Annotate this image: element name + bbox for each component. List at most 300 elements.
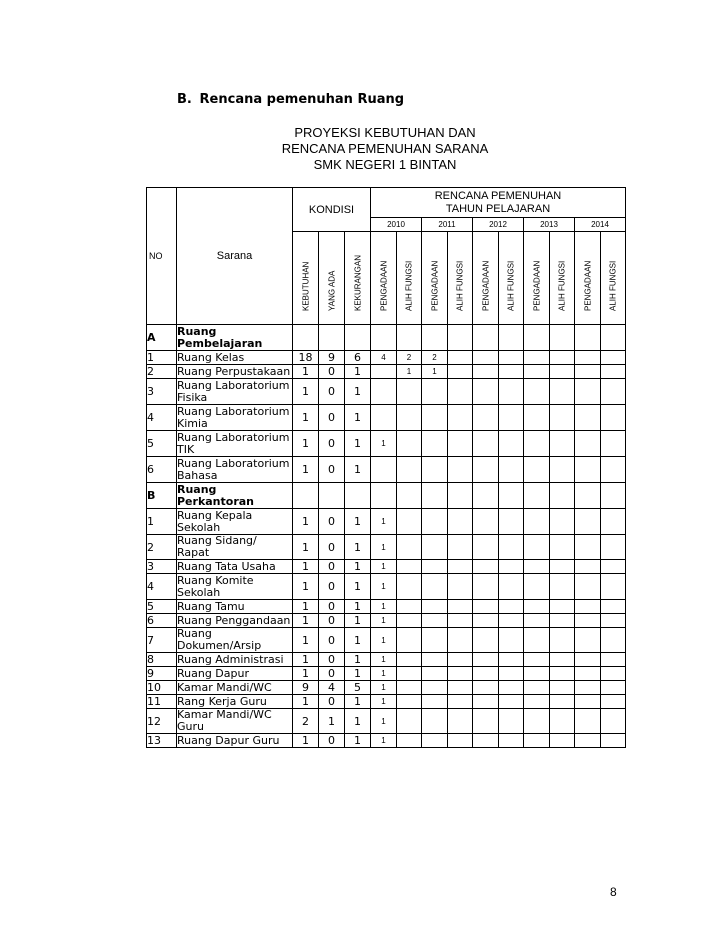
table-row bbox=[147, 535, 626, 560]
kebutuhan-cell: 1 bbox=[293, 600, 319, 614]
header-rencana-line: TAHUN PELAJARAN bbox=[445, 202, 551, 215]
plan-cell bbox=[499, 614, 524, 628]
plan-cell bbox=[524, 325, 550, 351]
kebutuhan-cell: 1 bbox=[293, 509, 319, 535]
plan-cell bbox=[550, 509, 575, 535]
kekurangan-cell: 1 bbox=[345, 405, 371, 431]
header-vertical-text: ALIH FUNGSI bbox=[404, 260, 414, 311]
plan-cell: 1 bbox=[371, 628, 397, 653]
sarana-name: Rang Kerja Guru bbox=[177, 695, 293, 709]
sarana-name: Ruang Laboratorium Bahasa bbox=[177, 457, 293, 483]
yang-ada-cell: 0 bbox=[319, 509, 345, 535]
plan-cell bbox=[499, 695, 524, 709]
plan-cell: 1 bbox=[371, 535, 397, 560]
header-vertical-label bbox=[319, 232, 345, 325]
plan-cell bbox=[448, 535, 473, 560]
plan-cell bbox=[601, 560, 626, 574]
plan-cell bbox=[473, 614, 499, 628]
plan-cell bbox=[422, 653, 448, 667]
yang-ada-cell: 0 bbox=[319, 628, 345, 653]
yang-ada-cell: 0 bbox=[319, 653, 345, 667]
kebutuhan-cell: 1 bbox=[293, 695, 319, 709]
kebutuhan-cell bbox=[293, 483, 319, 509]
plan-cell bbox=[473, 351, 499, 365]
kebutuhan-cell: 1 bbox=[293, 431, 319, 457]
plan-cell bbox=[550, 600, 575, 614]
plan-cell bbox=[550, 614, 575, 628]
kekurangan-cell: 1 bbox=[345, 560, 371, 574]
row-number: 10 bbox=[147, 681, 177, 695]
sarana-name: Ruang Laboratorium Kimia bbox=[177, 405, 293, 431]
plan-cell bbox=[524, 431, 550, 457]
plan-cell bbox=[550, 734, 575, 748]
plan-cell bbox=[575, 509, 601, 535]
plan-cell bbox=[499, 483, 524, 509]
plan-cell bbox=[473, 653, 499, 667]
row-number: A bbox=[147, 325, 177, 351]
title-line: RENCANA PEMENUHAN SARANA bbox=[281, 141, 489, 156]
plan-cell bbox=[448, 379, 473, 405]
plan-cell bbox=[550, 431, 575, 457]
header-vertical-text: ALIH FUNGSI bbox=[608, 260, 618, 311]
plan-cell bbox=[524, 574, 550, 600]
plan-cell bbox=[601, 667, 626, 681]
plan-cell bbox=[448, 628, 473, 653]
kekurangan-cell: 1 bbox=[345, 667, 371, 681]
sarana-name: Ruang Penggandaan bbox=[177, 614, 293, 628]
plan-cell bbox=[397, 614, 422, 628]
plan-cell bbox=[448, 614, 473, 628]
yang-ada-cell: 0 bbox=[319, 365, 345, 379]
yang-ada-cell: 4 bbox=[319, 681, 345, 695]
yang-ada-cell: 0 bbox=[319, 457, 345, 483]
plan-cell bbox=[397, 325, 422, 351]
yang-ada-cell: 0 bbox=[319, 574, 345, 600]
plan-cell: 1 bbox=[371, 600, 397, 614]
header-vertical-label bbox=[524, 232, 550, 325]
plan-cell bbox=[575, 431, 601, 457]
row-number: 7 bbox=[147, 628, 177, 653]
plan-cell bbox=[397, 681, 422, 695]
header-vertical-text: PENGADAAN bbox=[583, 260, 592, 311]
kekurangan-cell: 1 bbox=[345, 734, 371, 748]
plan-cell bbox=[448, 681, 473, 695]
plan-cell bbox=[524, 709, 550, 734]
kekurangan-cell: 1 bbox=[345, 457, 371, 483]
kebutuhan-cell: 2 bbox=[293, 709, 319, 734]
plan-cell bbox=[524, 614, 550, 628]
plan-cell bbox=[473, 574, 499, 600]
plan-cell: 2 bbox=[397, 351, 422, 365]
kekurangan-cell: 1 bbox=[345, 509, 371, 535]
header-vertical-label bbox=[499, 232, 524, 325]
plan-cell bbox=[601, 379, 626, 405]
plan-cell bbox=[371, 365, 397, 379]
kebutuhan-cell: 1 bbox=[293, 365, 319, 379]
plan-cell bbox=[575, 734, 601, 748]
section-row bbox=[147, 483, 626, 509]
header-vertical-text: ALIH FUNGSI bbox=[557, 260, 567, 311]
plan-cell bbox=[499, 325, 524, 351]
plan-cell: 1 bbox=[371, 574, 397, 600]
row-number: 13 bbox=[147, 734, 177, 748]
yang-ada-cell: 9 bbox=[319, 351, 345, 365]
plan-cell bbox=[550, 351, 575, 365]
kebutuhan-cell: 1 bbox=[293, 405, 319, 431]
header-vertical-label bbox=[550, 232, 575, 325]
table-row bbox=[147, 457, 626, 483]
plan-cell bbox=[575, 560, 601, 574]
plan-cell bbox=[422, 628, 448, 653]
plan-cell bbox=[550, 325, 575, 351]
plan-cell bbox=[397, 560, 422, 574]
plan-cell bbox=[397, 509, 422, 535]
kebutuhan-cell: 1 bbox=[293, 667, 319, 681]
table-row bbox=[147, 509, 626, 535]
plan-cell bbox=[575, 365, 601, 379]
table-row bbox=[147, 681, 626, 695]
plan-cell bbox=[499, 365, 524, 379]
yang-ada-cell: 0 bbox=[319, 667, 345, 681]
plan-cell bbox=[499, 667, 524, 681]
kekurangan-cell: 1 bbox=[345, 628, 371, 653]
plan-cell bbox=[448, 457, 473, 483]
sarana-name: Ruang Dapur Guru bbox=[177, 734, 293, 748]
plan-cell bbox=[422, 509, 448, 535]
plan-cell bbox=[601, 509, 626, 535]
plan-cell bbox=[473, 431, 499, 457]
plan-cell bbox=[575, 600, 601, 614]
plan-cell bbox=[371, 379, 397, 405]
plan-cell bbox=[397, 379, 422, 405]
plan-cell bbox=[473, 695, 499, 709]
plan-cell bbox=[397, 535, 422, 560]
plan-cell bbox=[473, 681, 499, 695]
plan-cell bbox=[473, 405, 499, 431]
kekurangan-cell bbox=[345, 483, 371, 509]
kekurangan-cell: 1 bbox=[345, 709, 371, 734]
section-number: B. bbox=[177, 92, 192, 107]
plan-cell bbox=[397, 709, 422, 734]
plan-cell bbox=[371, 325, 397, 351]
sarana-name: Ruang Tata Usaha bbox=[177, 560, 293, 574]
plan-cell bbox=[601, 709, 626, 734]
sarana-name: Ruang Administrasi bbox=[177, 653, 293, 667]
plan-cell bbox=[601, 681, 626, 695]
plan-cell bbox=[601, 351, 626, 365]
plan-cell bbox=[422, 734, 448, 748]
table-row bbox=[147, 379, 626, 405]
header-year: 2012 bbox=[473, 218, 524, 232]
sarana-name: Ruang Laboratorium Fisika bbox=[177, 379, 293, 405]
plan-cell bbox=[499, 509, 524, 535]
plan-cell bbox=[575, 535, 601, 560]
header-vertical-label bbox=[422, 232, 448, 325]
row-number: 11 bbox=[147, 695, 177, 709]
sarana-name: Ruang Kelas bbox=[177, 351, 293, 365]
kebutuhan-cell: 1 bbox=[293, 379, 319, 405]
plan-cell bbox=[448, 734, 473, 748]
row-number: 4 bbox=[147, 574, 177, 600]
sarana-name: Ruang Pembelajaran bbox=[177, 325, 293, 351]
plan-cell bbox=[575, 709, 601, 734]
table-row bbox=[147, 695, 626, 709]
plan-cell: 1 bbox=[371, 667, 397, 681]
plan-cell bbox=[499, 431, 524, 457]
plan-cell bbox=[601, 457, 626, 483]
kebutuhan-cell: 1 bbox=[293, 457, 319, 483]
plan-cell bbox=[473, 709, 499, 734]
plan-cell bbox=[473, 628, 499, 653]
plan-cell bbox=[550, 560, 575, 574]
plan-cell bbox=[448, 325, 473, 351]
table-row bbox=[147, 405, 626, 431]
plan-cell bbox=[473, 734, 499, 748]
yang-ada-cell: 0 bbox=[319, 535, 345, 560]
plan-cell bbox=[550, 405, 575, 431]
section-title: Rencana pemenuhan Ruang bbox=[199, 92, 405, 107]
table-row bbox=[147, 351, 626, 365]
plan-cell bbox=[524, 405, 550, 431]
yang-ada-cell: 0 bbox=[319, 431, 345, 457]
plan-cell bbox=[575, 667, 601, 681]
plan-cell bbox=[524, 365, 550, 379]
plan-cell: 1 bbox=[422, 365, 448, 379]
table-row bbox=[147, 560, 626, 574]
plan-cell bbox=[499, 628, 524, 653]
plan-cell bbox=[575, 351, 601, 365]
plan-cell bbox=[473, 325, 499, 351]
plan-cell bbox=[601, 695, 626, 709]
plan-cell bbox=[575, 695, 601, 709]
yang-ada-cell: 0 bbox=[319, 734, 345, 748]
plan-cell bbox=[575, 653, 601, 667]
plan-cell bbox=[499, 709, 524, 734]
plan-cell bbox=[550, 667, 575, 681]
plan-cell bbox=[499, 379, 524, 405]
kebutuhan-cell: 1 bbox=[293, 628, 319, 653]
plan-cell bbox=[601, 431, 626, 457]
plan-cell bbox=[575, 574, 601, 600]
row-number: 5 bbox=[147, 600, 177, 614]
kekurangan-cell: 1 bbox=[345, 574, 371, 600]
table-row bbox=[147, 600, 626, 614]
plan-cell: 1 bbox=[371, 681, 397, 695]
kebutuhan-cell: 9 bbox=[293, 681, 319, 695]
plan-cell bbox=[397, 734, 422, 748]
plan-cell bbox=[422, 600, 448, 614]
title-line: PROYEKSI KEBUTUHAN DAN bbox=[294, 125, 476, 140]
plan-cell bbox=[422, 709, 448, 734]
kekurangan-cell: 5 bbox=[345, 681, 371, 695]
plan-cell bbox=[473, 509, 499, 535]
header-year: 2014 bbox=[575, 218, 626, 232]
kebutuhan-cell: 1 bbox=[293, 653, 319, 667]
plan-cell bbox=[575, 325, 601, 351]
plan-cell bbox=[422, 325, 448, 351]
kekurangan-cell: 1 bbox=[345, 379, 371, 405]
plan-cell bbox=[473, 560, 499, 574]
plan-cell: 1 bbox=[371, 734, 397, 748]
plan-cell bbox=[397, 483, 422, 509]
yang-ada-cell bbox=[319, 483, 345, 509]
plan-cell bbox=[550, 709, 575, 734]
yang-ada-cell: 0 bbox=[319, 600, 345, 614]
plan-cell bbox=[524, 681, 550, 695]
sarana-name: Ruang Kepala Sekolah bbox=[177, 509, 293, 535]
row-number: 4 bbox=[147, 405, 177, 431]
plan-cell bbox=[499, 600, 524, 614]
plan-cell bbox=[524, 509, 550, 535]
plan-cell: 1 bbox=[371, 614, 397, 628]
header-year: 2010 bbox=[371, 218, 422, 232]
plan-cell bbox=[448, 365, 473, 379]
plan-cell bbox=[524, 351, 550, 365]
plan-cell bbox=[448, 351, 473, 365]
plan-cell bbox=[601, 574, 626, 600]
row-number: 1 bbox=[147, 509, 177, 535]
plan-cell bbox=[422, 379, 448, 405]
header-vertical-text: PENGADAAN bbox=[379, 260, 388, 311]
plan-cell bbox=[524, 457, 550, 483]
plan-cell bbox=[397, 431, 422, 457]
kebutuhan-cell: 1 bbox=[293, 574, 319, 600]
plan-cell bbox=[524, 560, 550, 574]
sarana-name: Ruang Laboratorium TIK bbox=[177, 431, 293, 457]
plan-cell: 1 bbox=[371, 509, 397, 535]
plan-cell bbox=[550, 379, 575, 405]
kebutuhan-cell: 1 bbox=[293, 560, 319, 574]
plan-cell bbox=[601, 483, 626, 509]
table-row bbox=[147, 709, 626, 734]
plan-cell bbox=[601, 600, 626, 614]
row-number: 9 bbox=[147, 667, 177, 681]
kekurangan-cell: 1 bbox=[345, 600, 371, 614]
header-year: 2013 bbox=[524, 218, 575, 232]
plan-cell bbox=[499, 681, 524, 695]
plan-cell bbox=[499, 560, 524, 574]
kekurangan-cell: 1 bbox=[345, 535, 371, 560]
plan-cell bbox=[524, 628, 550, 653]
plan-cell bbox=[473, 600, 499, 614]
plan-cell bbox=[499, 457, 524, 483]
header-vertical-label bbox=[371, 232, 397, 325]
kekurangan-cell: 1 bbox=[345, 695, 371, 709]
table-row bbox=[147, 734, 626, 748]
header-vertical-text: KEKURANGAN bbox=[353, 254, 362, 311]
sarana-name: Kamar Mandi/WC Guru bbox=[177, 709, 293, 734]
header-vertical-text: YANG ADA bbox=[327, 270, 336, 311]
yang-ada-cell: 0 bbox=[319, 695, 345, 709]
kebutuhan-cell: 18 bbox=[293, 351, 319, 365]
plan-cell bbox=[524, 653, 550, 667]
plan-cell bbox=[524, 379, 550, 405]
plan-cell bbox=[397, 457, 422, 483]
table-row bbox=[147, 431, 626, 457]
plan-cell bbox=[550, 681, 575, 695]
table-row bbox=[147, 628, 626, 653]
plan-cell bbox=[601, 653, 626, 667]
plan-cell bbox=[397, 667, 422, 681]
plan-cell bbox=[422, 695, 448, 709]
plan-cell bbox=[524, 483, 550, 509]
plan-cell bbox=[448, 695, 473, 709]
header-vertical-text: PENGADAAN bbox=[532, 260, 541, 311]
table-row bbox=[147, 574, 626, 600]
plan-cell bbox=[550, 574, 575, 600]
plan-cell bbox=[499, 653, 524, 667]
plan-cell bbox=[448, 560, 473, 574]
plan-cell bbox=[473, 535, 499, 560]
yang-ada-cell: 0 bbox=[319, 560, 345, 574]
yang-ada-cell: 0 bbox=[319, 614, 345, 628]
plan-cell bbox=[524, 734, 550, 748]
header-sarana: Sarana bbox=[177, 188, 293, 325]
plan-cell: 1 bbox=[371, 431, 397, 457]
plan-cell: 2 bbox=[422, 351, 448, 365]
plan-cell bbox=[550, 483, 575, 509]
kekurangan-cell: 1 bbox=[345, 431, 371, 457]
plan-cell bbox=[397, 653, 422, 667]
plan-cell bbox=[550, 628, 575, 653]
plan-cell bbox=[422, 614, 448, 628]
table-row bbox=[147, 653, 626, 667]
plan-cell bbox=[422, 457, 448, 483]
plan-cell bbox=[575, 379, 601, 405]
kekurangan-cell: 1 bbox=[345, 653, 371, 667]
plan-cell bbox=[448, 709, 473, 734]
header-vertical-text: PENGADAAN bbox=[430, 260, 439, 311]
sarana-name: Ruang Tamu bbox=[177, 600, 293, 614]
header-vertical-label bbox=[293, 232, 319, 325]
row-number: 6 bbox=[147, 457, 177, 483]
plan-cell bbox=[422, 667, 448, 681]
plan-cell bbox=[448, 574, 473, 600]
kebutuhan-cell bbox=[293, 325, 319, 351]
kekurangan-cell bbox=[345, 325, 371, 351]
sarana-name: Ruang Dapur bbox=[177, 667, 293, 681]
header-vertical-label bbox=[473, 232, 499, 325]
header-rencana-line: RENCANA PEMENUHAN bbox=[434, 189, 562, 202]
header-vertical-label bbox=[397, 232, 422, 325]
header-rencana bbox=[371, 188, 626, 218]
plan-cell bbox=[601, 325, 626, 351]
plan-cell bbox=[550, 695, 575, 709]
plan-cell bbox=[499, 574, 524, 600]
projection-table bbox=[146, 187, 626, 748]
plan-cell bbox=[601, 734, 626, 748]
header-vertical-text: ALIH FUNGSI bbox=[506, 260, 516, 311]
plan-cell: 1 bbox=[371, 709, 397, 734]
row-number: 5 bbox=[147, 431, 177, 457]
table-title bbox=[150, 125, 620, 173]
plan-cell bbox=[499, 405, 524, 431]
plan-cell bbox=[397, 405, 422, 431]
row-number: B bbox=[147, 483, 177, 509]
plan-cell bbox=[575, 614, 601, 628]
title-line: SMK NEGERI 1 BINTAN bbox=[313, 157, 457, 172]
plan-cell bbox=[422, 681, 448, 695]
kekurangan-cell: 1 bbox=[345, 614, 371, 628]
plan-cell bbox=[448, 653, 473, 667]
plan-cell: 1 bbox=[371, 695, 397, 709]
row-number: 2 bbox=[147, 365, 177, 379]
plan-cell bbox=[448, 405, 473, 431]
yang-ada-cell: 0 bbox=[319, 405, 345, 431]
header-vertical-label bbox=[601, 232, 626, 325]
plan-cell bbox=[499, 734, 524, 748]
plan-cell bbox=[473, 667, 499, 681]
